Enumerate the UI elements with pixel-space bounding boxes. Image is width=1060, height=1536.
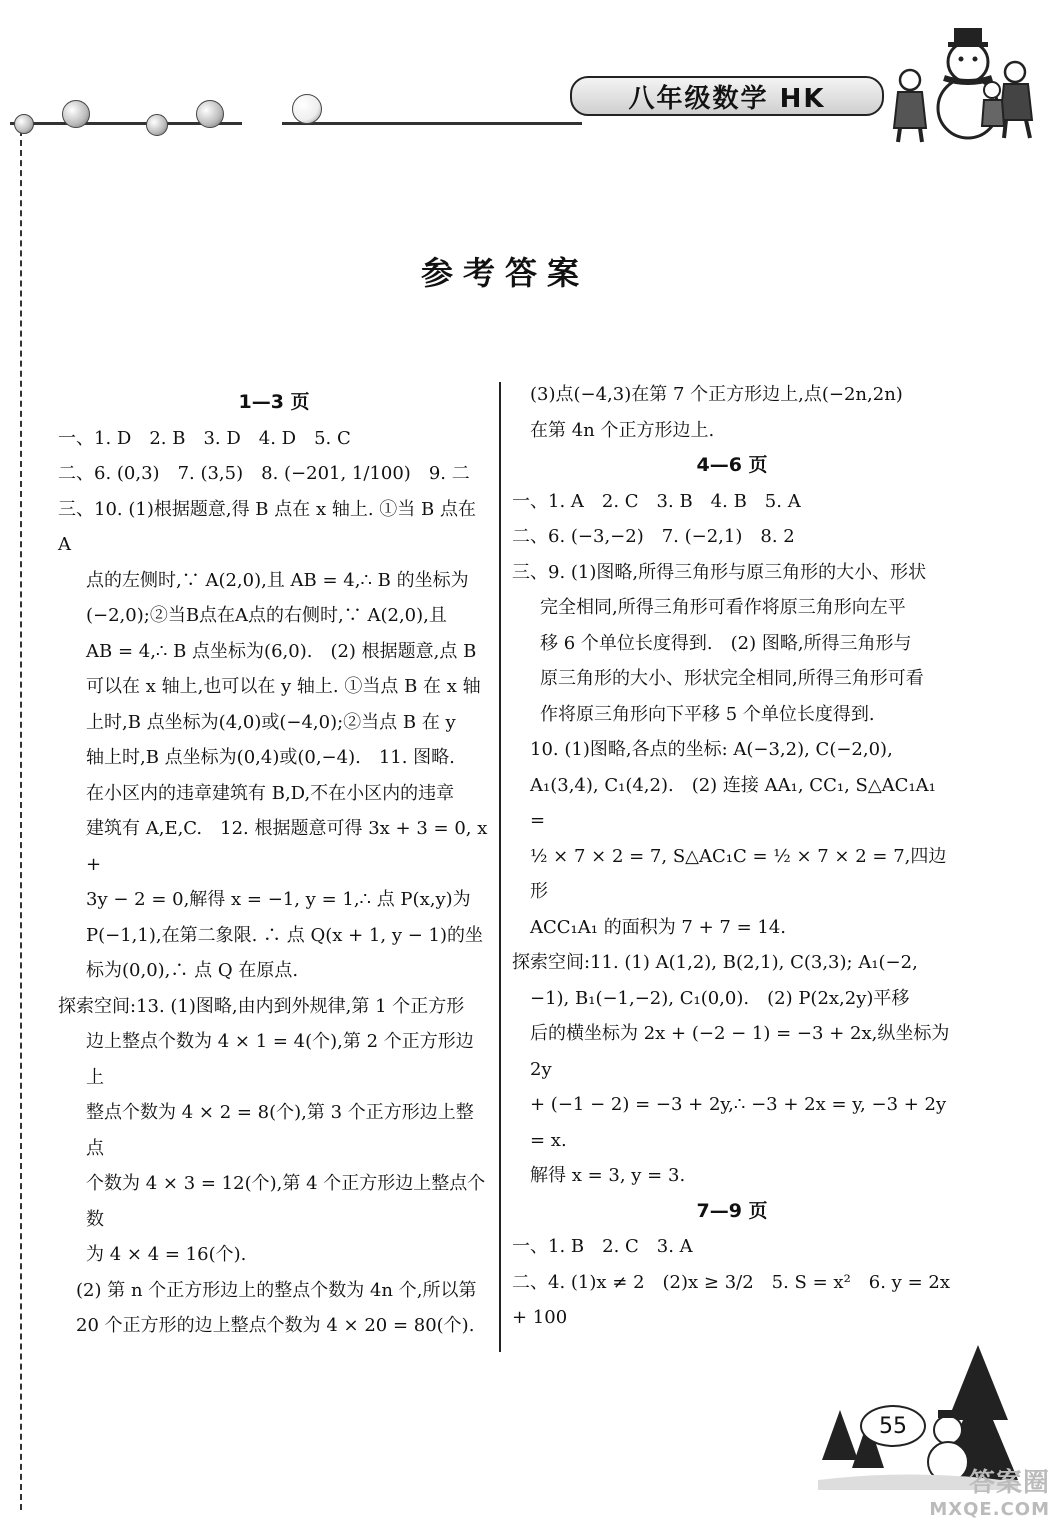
answer-line: 二、4. (1)x ≠ 2 (2)x ≥ 3/2 5. S = x² 6. y = 2x + 100	[512, 1271, 950, 1328]
watermark	[870, 1462, 1050, 1520]
answer-line: 边上整点个数为 4 × 1 = 4(个),第 2 个正方形边上	[86, 1031, 474, 1088]
page-title: 参考答案	[420, 254, 589, 292]
answer-line: 探索空间:11. (1) A(1,2), B(2,1), C(3,3); A₁(−2,	[512, 952, 918, 973]
column-divider	[499, 382, 501, 1352]
answer-line: AB = 4,∴ B 点坐标为(6,0). (2) 根据题意,点 B	[86, 640, 477, 662]
answer-line: 移 6 个单位长度得到. (2) 图略,所得三角形与	[540, 632, 912, 654]
answer-line: 作将原三角形向下平移 5 个单位长度得到.	[540, 703, 875, 725]
answer-line: 原三角形的大小、形状完全相同,所得三角形可看	[540, 668, 924, 689]
decor-bead	[14, 114, 34, 134]
left-column	[58, 385, 490, 1344]
answer-line: + (−1 − 2) = −3 + 2y,∴ −3 + 2x = y, −3 + 2y = x.	[530, 1094, 947, 1151]
section-heading: 4—6 页	[696, 454, 768, 476]
answer-line: 一、1. D 2. B 3. D 4. D 5. C	[58, 427, 351, 449]
snowman-kids-icon	[880, 20, 1050, 145]
answer-line: (3)点(−4,3)在第 7 个正方形边上,点(−2n,2n)	[530, 384, 903, 405]
header-title: 八年级数学 HK	[628, 83, 826, 114]
answer-line: 为 4 × 4 = 16(个).	[86, 1244, 247, 1265]
answer-line: 一、1. A 2. C 3. B 4. B 5. A	[512, 490, 801, 512]
answer-line: 在第 4n 个正方形边上.	[530, 419, 715, 441]
header-banner	[570, 76, 884, 116]
answer-line: 整点个数为 4 × 2 = 8(个),第 3 个正方形边上整点	[86, 1102, 474, 1159]
section-heading: 7—9 页	[696, 1199, 768, 1222]
decor-rail-right	[282, 122, 582, 125]
section-heading: 1—3 页	[238, 391, 310, 413]
answer-line: 后的横坐标为 2x + (−2 − 1) = −3 + 2x,纵坐标为 2y	[530, 1023, 950, 1080]
answer-line: 探索空间:13. (1)图略,由内到外规律,第 1 个正方形	[58, 995, 465, 1017]
decor-bead	[146, 114, 168, 136]
answer-line: 个数为 4 × 3 = 12(个),第 4 个正方形边上整点个数	[86, 1173, 486, 1230]
answer-line: −1), B₁(−1,−2), C₁(0,0). (2) P(2x,2y)平移	[530, 987, 910, 1009]
answer-line: 建筑有 A,E,C. 12. 根据题意可得 3x + 3 = 0, x +	[86, 818, 488, 875]
answer-line: 一、1. B 2. C 3. A	[512, 1236, 693, 1257]
answer-line: 三、10. (1)根据题意,得 B 点在 x 轴上. ①当 B 点在 A	[58, 498, 476, 555]
decor-bead	[62, 100, 90, 128]
answer-line: 可以在 x 轴上,也可以在 y 轴上. ①当点 B 在 x 轴	[86, 676, 481, 697]
answer-line: 20 个正方形的边上整点个数为 4 × 20 = 80(个).	[76, 1315, 475, 1336]
answer-line: 在小区内的违章建筑有 B,D,不在小区内的违章	[86, 782, 455, 804]
answer-line: 标为(0,0),∴ 点 Q 在原点.	[86, 960, 299, 981]
binding-dashed-line	[20, 130, 22, 1510]
answer-line: 解得 x = 3, y = 3.	[530, 1165, 686, 1186]
answer-line: 二、6. (−3,−2) 7. (−2,1) 8. 2	[512, 526, 795, 547]
answer-line: 点的左侧时,∵ A(2,0),且 AB = 4,∴ B 的坐标为	[86, 569, 469, 591]
answer-line: 轴上时,B 点坐标为(0,4)或(0,−4). 11. 图略.	[86, 747, 455, 768]
page-number: 55	[860, 1405, 926, 1447]
answer-line: 上时,B 点坐标为(4,0)或(−4,0);②当点 B 在 y	[86, 711, 456, 733]
answer-line: P(−1,1),在第二象限. ∴ 点 Q(x + 1, y − 1)的坐	[86, 924, 483, 946]
answer-line: 三、9. (1)图略,所得三角形与原三角形的大小、形状	[512, 561, 927, 583]
answer-line: A₁(3,4), C₁(4,2). (2) 连接 AA₁, CC₁, S△AC₁A₁ =	[530, 774, 936, 831]
answer-line: 完全相同,所得三角形可看作将原三角形向左平	[540, 597, 906, 618]
answer-line: 二、6. (0,3) 7. (3,5) 8. (−201, 1/100) 9. 二	[58, 463, 470, 484]
answer-line: 10. (1)图略,各点的坐标: A(−3,2), C(−2,0),	[530, 739, 893, 760]
answer-line: 3y − 2 = 0,解得 x = −1, y = 1,∴ 点 P(x,y)为	[86, 889, 471, 910]
right-column	[512, 377, 952, 1336]
watermark-line: 答案圈	[968, 1468, 1050, 1498]
answer-line: (−2,0);②当B点在A点的右侧时,∵ A(2,0),且	[86, 605, 447, 626]
decor-bead	[196, 100, 224, 128]
answer-line: ACC₁A₁ 的面积为 7 + 7 = 14.	[530, 916, 786, 938]
answer-line: (2) 第 n 个正方形边上的整点个数为 4n 个,所以第	[76, 1279, 477, 1301]
decor-bead	[292, 94, 322, 124]
watermark-line: MXQE.COM	[929, 1499, 1050, 1520]
answer-line: ½ × 7 × 2 = 7, S△AC₁C = ½ × 7 × 2 = 7,四边形	[530, 845, 947, 902]
